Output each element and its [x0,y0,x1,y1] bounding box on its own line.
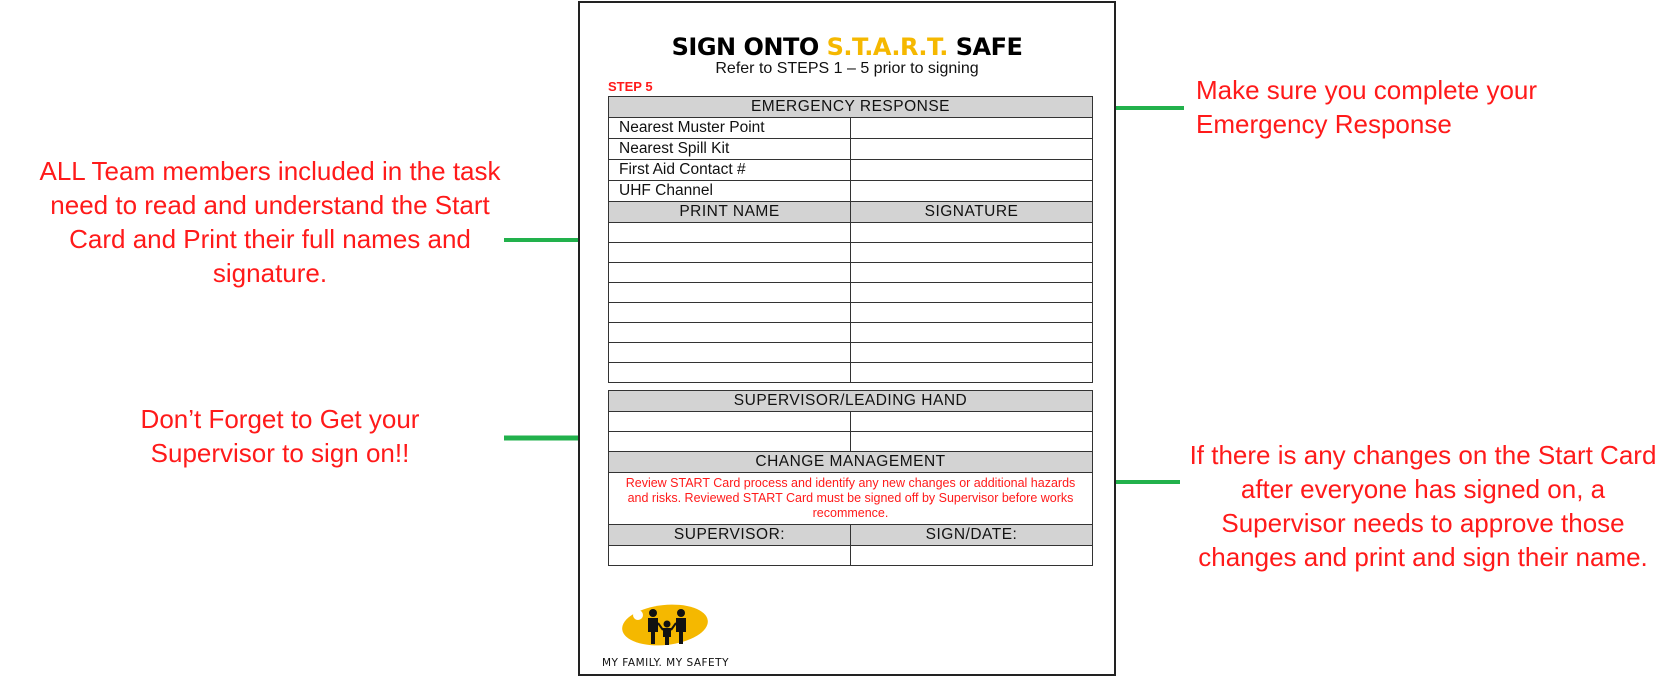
print-name-field[interactable] [609,243,851,263]
emergency-response-header: EMERGENCY RESPONSE [609,97,1093,118]
print-name-field[interactable] [609,283,851,303]
supervisor-leading-hand-header: SUPERVISOR/LEADING HAND [609,391,1093,412]
supervisor-reminder-note: Don’t Forget to Get your Supervisor to sign on!! [140,404,420,468]
family-safety-logo-icon [620,603,710,653]
signature-field[interactable] [851,243,1093,263]
change-sign-date-field[interactable] [851,546,1093,566]
sign-date-label: SIGN/DATE: [851,525,1093,546]
change-management-header: CHANGE MANAGEMENT [609,452,1093,473]
print-name-field[interactable] [609,363,851,383]
uhf-channel-label: UHF Channel [609,181,851,202]
signature-field[interactable] [851,363,1093,383]
table-row [609,546,1093,566]
supervisor-signature-field[interactable] [851,412,1093,432]
table-row [609,223,1093,243]
print-name-header: PRINT NAME [609,202,851,223]
table-row [609,363,1093,383]
muster-point-field[interactable] [851,118,1093,139]
supervisor-label: SUPERVISOR: [609,525,851,546]
card-title: SIGN ONTO S.T.A.R.T. SAFE [671,33,1023,61]
signature-field[interactable] [851,263,1093,283]
card-subtitle: Refer to STEPS 1 – 5 prior to signing [715,60,979,77]
spill-kit-field[interactable] [851,139,1093,160]
logo-tagline: MY FAMILY. MY SAFETY [602,657,729,669]
uhf-channel-field[interactable] [851,181,1093,202]
muster-point-label: Nearest Muster Point [609,118,851,139]
change-management-note: If there is any changes on the Start Card after everyone has signed on, a Supervisor needs to approve those changes and print and sign their name. [1189,440,1657,572]
table-spacer [609,383,1093,391]
print-name-field[interactable] [609,303,851,323]
signature-field[interactable] [851,283,1093,303]
step-label: STEP 5 [608,79,653,94]
team-members-note: ALL Team members included in the task need to read and understand the Start Card and Print their full names and signature. [39,156,501,288]
change-management-instructions: Review START Card process and identify any new changes or additional hazards and risks. Reviewed START Card must be signed off by Supervisor before works recommence. [609,473,1093,525]
table-row [609,343,1093,363]
table-row [609,323,1093,343]
table-row [609,263,1093,283]
sign-on-table [608,96,1093,566]
signature-header: SIGNATURE [851,202,1093,223]
spill-kit-label: Nearest Spill Kit [609,139,851,160]
table-row [609,181,1093,202]
supervisor-signature-field[interactable] [851,432,1093,452]
print-name-field[interactable] [609,343,851,363]
table-row [609,243,1093,263]
table-row [609,432,1093,452]
table-row [609,303,1093,323]
table-row [609,139,1093,160]
first-aid-label: First Aid Contact # [609,160,851,181]
table-row [609,283,1093,303]
signature-field[interactable] [851,343,1093,363]
signature-field[interactable] [851,323,1093,343]
start-card-document [578,1,1116,676]
print-name-field[interactable] [609,263,851,283]
print-name-field[interactable] [609,323,851,343]
change-supervisor-field[interactable] [609,546,851,566]
signature-field[interactable] [851,303,1093,323]
supervisor-name-field[interactable] [609,412,851,432]
signature-field[interactable] [851,223,1093,243]
first-aid-field[interactable] [851,160,1093,181]
table-row [609,412,1093,432]
table-row [609,118,1093,139]
emergency-response-note: Make sure you complete your Emergency Response [1196,75,1538,139]
supervisor-name-field[interactable] [609,432,851,452]
card-title-highlight: S.T.A.R.T. [826,33,948,61]
print-name-field[interactable] [609,223,851,243]
table-row [609,160,1093,181]
